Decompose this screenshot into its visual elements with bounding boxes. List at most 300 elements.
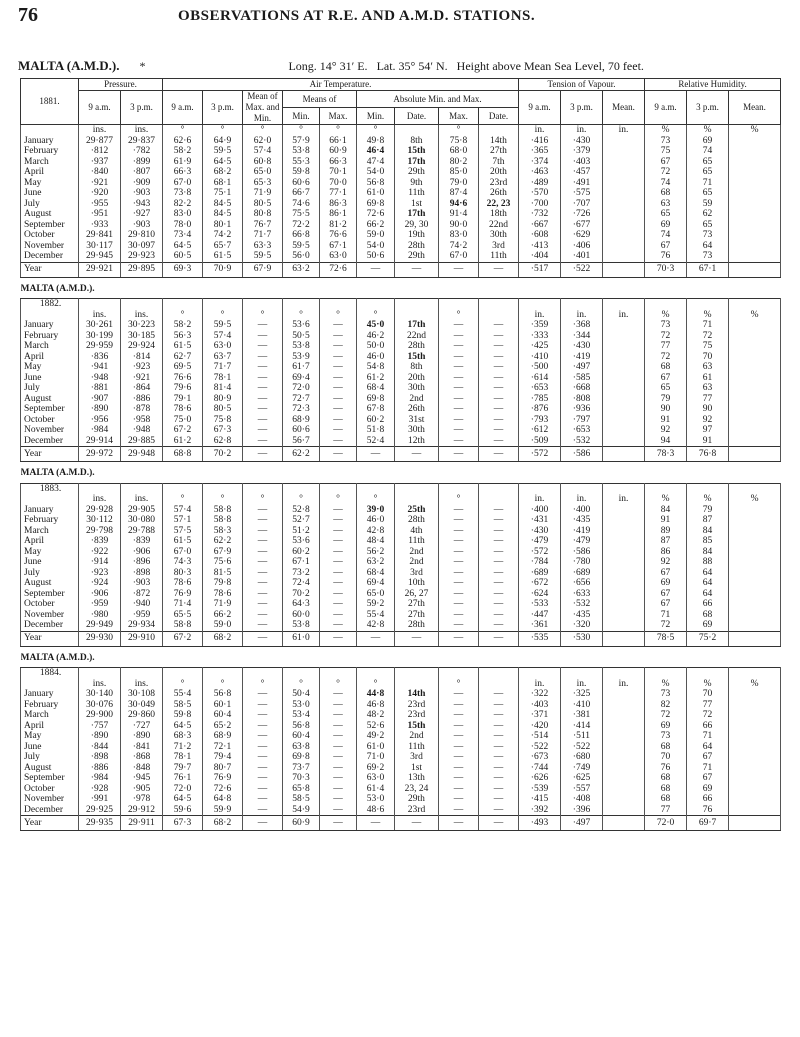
value-cell: 59·5 <box>283 241 320 252</box>
year-value: — <box>243 816 283 831</box>
unit-label: ° <box>203 125 243 136</box>
value-cell: ·420 <box>519 721 561 732</box>
value-cell <box>729 415 781 426</box>
page-number: 76 <box>18 4 38 26</box>
data-table <box>20 78 781 831</box>
value-cell: ·653 <box>561 425 603 436</box>
value-cell: 80·8 <box>243 209 283 220</box>
unit-label: ° <box>357 679 395 690</box>
value-cell <box>729 515 781 526</box>
value-cell: 28th <box>395 515 439 526</box>
year-value <box>603 631 645 646</box>
value-cell: 12th <box>395 436 439 447</box>
value-cell: 13th <box>395 773 439 784</box>
value-cell: — <box>243 373 283 384</box>
value-cell <box>729 383 781 394</box>
value-cell: 52·8 <box>283 505 320 516</box>
value-cell: ·886 <box>121 394 163 405</box>
value-cell: — <box>439 352 479 363</box>
value-cell: 70·2 <box>283 589 320 600</box>
vapour-mean: Mean. <box>603 91 645 125</box>
value-cell: 71 <box>687 731 729 742</box>
value-cell: — <box>439 404 479 415</box>
year-value: — <box>395 816 439 831</box>
year-value: — <box>439 816 479 831</box>
observation-tables <box>20 78 780 831</box>
month-cell: January <box>21 320 79 331</box>
year-value: 29·910 <box>121 631 163 646</box>
value-cell: ·784 <box>519 557 561 568</box>
month-cell: November <box>21 241 79 252</box>
value-cell: 11th <box>395 536 439 547</box>
value-cell: — <box>243 721 283 732</box>
value-cell: — <box>243 352 283 363</box>
temp-9am: 9 a.m. <box>163 91 203 125</box>
value-cell: — <box>243 331 283 342</box>
value-cell: 75·1 <box>203 188 243 199</box>
value-cell <box>729 157 781 168</box>
value-cell: ·921 <box>121 373 163 384</box>
value-cell: — <box>479 536 519 547</box>
value-cell: 65 <box>687 167 729 178</box>
value-cell <box>729 589 781 600</box>
value-cell: 53·4 <box>283 710 320 721</box>
value-cell: ·463 <box>519 167 561 178</box>
value-cell: 56·8 <box>357 178 395 189</box>
unit-label: ° <box>357 494 395 505</box>
value-cell: 52·4 <box>357 436 395 447</box>
value-cell: 79 <box>687 505 729 516</box>
value-cell: ·945 <box>121 773 163 784</box>
value-cell: 54·9 <box>283 805 320 816</box>
value-cell: — <box>320 752 357 763</box>
value-cell: 59·6 <box>163 805 203 816</box>
value-cell <box>603 689 645 700</box>
value-cell: — <box>320 620 357 631</box>
value-cell: 55·3 <box>283 157 320 168</box>
value-cell: ·403 <box>561 157 603 168</box>
pressure-header: Pressure. <box>79 79 163 91</box>
month-cell: August <box>21 763 79 774</box>
value-cell: 86·1 <box>320 209 357 220</box>
value-cell: 51·2 <box>283 526 320 537</box>
value-cell: ·414 <box>561 721 603 732</box>
value-cell: 60·9 <box>320 146 357 157</box>
value-cell: 15th <box>395 721 439 732</box>
value-cell: — <box>243 415 283 426</box>
value-cell: ·923 <box>121 362 163 373</box>
value-cell: 68 <box>645 742 687 753</box>
value-cell: — <box>243 547 283 558</box>
unit-label: in. <box>603 679 645 690</box>
value-cell: ·984 <box>79 773 121 784</box>
value-cell <box>729 167 781 178</box>
value-cell: 19th <box>395 230 439 241</box>
value-cell: — <box>320 700 357 711</box>
value-cell: ·539 <box>519 784 561 795</box>
month-cell: September <box>21 589 79 600</box>
value-cell: 29th <box>395 251 439 262</box>
value-cell: 68 <box>645 362 687 373</box>
month-cell: September <box>21 220 79 231</box>
value-cell: ·797 <box>561 415 603 426</box>
value-cell: — <box>479 436 519 447</box>
value-cell: 61·5 <box>163 536 203 547</box>
value-cell: 26, 27 <box>395 589 439 600</box>
value-cell: 50·5 <box>283 331 320 342</box>
value-cell: 42·8 <box>357 620 395 631</box>
value-cell: 61·2 <box>163 436 203 447</box>
value-cell <box>729 578 781 589</box>
unit-label: in. <box>519 310 561 321</box>
table-row <box>21 415 781 426</box>
value-cell: 76 <box>687 805 729 816</box>
value-cell <box>603 794 645 805</box>
value-cell: ·785 <box>519 394 561 405</box>
value-cell <box>603 341 645 352</box>
value-cell: 57·9 <box>283 136 320 147</box>
value-cell: ·457 <box>561 167 603 178</box>
month-cell: March <box>21 341 79 352</box>
value-cell: — <box>320 373 357 384</box>
value-cell: 81·5 <box>203 568 243 579</box>
value-cell: 61·0 <box>357 188 395 199</box>
value-cell: 72 <box>687 331 729 342</box>
value-cell <box>729 404 781 415</box>
value-cell: ·570 <box>519 188 561 199</box>
value-cell: 77 <box>687 394 729 405</box>
value-cell: — <box>320 794 357 805</box>
unit-label: ° <box>439 310 479 321</box>
value-cell: 65·0 <box>357 589 395 600</box>
value-cell: 71·9 <box>203 599 243 610</box>
value-cell: 72 <box>645 331 687 342</box>
value-cell <box>729 700 781 711</box>
value-cell: 42·8 <box>357 526 395 537</box>
means-min: Min. <box>283 108 320 125</box>
value-cell: 78·0 <box>163 220 203 231</box>
table-row <box>21 425 781 436</box>
value-cell <box>603 578 645 589</box>
value-cell: 71·2 <box>163 742 203 753</box>
year-value: 69·7 <box>687 816 729 831</box>
value-cell: — <box>243 526 283 537</box>
value-cell: — <box>320 557 357 568</box>
year-value: ·493 <box>519 816 561 831</box>
value-cell: 71·9 <box>243 188 283 199</box>
value-cell: 63 <box>687 362 729 373</box>
value-cell: 30·108 <box>121 689 163 700</box>
value-cell: 69·2 <box>357 763 395 774</box>
value-cell: 72 <box>687 710 729 721</box>
table-row <box>21 178 781 189</box>
value-cell: — <box>320 536 357 547</box>
value-cell: — <box>320 436 357 447</box>
value-cell: 65 <box>645 209 687 220</box>
value-cell: — <box>320 710 357 721</box>
value-cell <box>603 536 645 547</box>
value-cell: 53·9 <box>283 352 320 363</box>
humidity-header: Relative Humidity. <box>645 79 781 91</box>
value-cell: — <box>320 320 357 331</box>
unit-label <box>479 310 519 321</box>
value-cell: — <box>479 352 519 363</box>
value-cell: 57·1 <box>163 515 203 526</box>
value-cell: 69 <box>687 784 729 795</box>
value-cell: ·959 <box>79 599 121 610</box>
value-cell: 69·5 <box>163 362 203 373</box>
table-row <box>21 599 781 610</box>
year-value: ·497 <box>561 816 603 831</box>
table-row <box>21 752 781 763</box>
value-cell: 94·6 <box>439 199 479 210</box>
value-cell: 67 <box>645 589 687 600</box>
value-cell: ·430 <box>561 136 603 147</box>
value-cell: — <box>243 742 283 753</box>
year-value <box>729 816 781 831</box>
year-value: — <box>243 447 283 462</box>
value-cell: ·844 <box>79 742 121 753</box>
value-cell <box>729 188 781 199</box>
value-cell: 84 <box>645 505 687 516</box>
value-cell: 10th <box>395 578 439 589</box>
value-cell: 64 <box>687 589 729 600</box>
value-cell: 53·8 <box>283 620 320 631</box>
value-cell: 4th <box>395 526 439 537</box>
air-temp-header: Air Temperature. <box>163 79 519 91</box>
unit-label: % <box>645 310 687 321</box>
value-cell: ·921 <box>79 178 121 189</box>
value-cell <box>729 373 781 384</box>
value-cell: — <box>243 536 283 547</box>
value-cell: 62·0 <box>243 136 283 147</box>
month-cell: June <box>21 188 79 199</box>
value-cell: 64·5 <box>163 794 203 805</box>
value-cell <box>603 178 645 189</box>
year-value: — <box>479 447 519 462</box>
value-cell: ·890 <box>79 404 121 415</box>
table-row <box>21 578 781 589</box>
year-value: 29·948 <box>121 447 163 462</box>
value-cell: 68·9 <box>283 415 320 426</box>
value-cell: ·836 <box>79 352 121 363</box>
value-cell: 29·923 <box>121 251 163 262</box>
value-cell: 64·3 <box>283 599 320 610</box>
section-label: MALTA (A.M.D.). <box>20 283 95 294</box>
value-cell: 67 <box>645 599 687 610</box>
value-cell: 28th <box>395 341 439 352</box>
value-cell: 65 <box>645 383 687 394</box>
year-value: ·530 <box>561 631 603 646</box>
vapour-9am: 9 a.m. <box>519 91 561 125</box>
month-cell: April <box>21 352 79 363</box>
value-cell: 2nd <box>395 557 439 568</box>
month-cell: March <box>21 710 79 721</box>
table-row <box>21 620 781 631</box>
value-cell <box>603 373 645 384</box>
value-cell: 72·6 <box>357 209 395 220</box>
value-cell: 20th <box>395 373 439 384</box>
value-cell: 46·4 <box>357 146 395 157</box>
year-value: — <box>479 262 519 277</box>
year-value: 29·935 <box>79 816 121 831</box>
value-cell: ·689 <box>519 568 561 579</box>
table-body <box>21 125 781 831</box>
value-cell: ·374 <box>519 157 561 168</box>
value-cell: — <box>243 557 283 568</box>
value-cell: 71·7 <box>243 230 283 241</box>
value-cell: 8th <box>395 136 439 147</box>
value-cell: 29th <box>395 167 439 178</box>
month-cell: February <box>21 700 79 711</box>
value-cell: ·914 <box>79 557 121 568</box>
value-cell: ·419 <box>561 352 603 363</box>
value-cell <box>729 394 781 405</box>
value-cell: 20th <box>479 167 519 178</box>
table-row <box>21 710 781 721</box>
value-cell: 30th <box>479 230 519 241</box>
value-cell: ·903 <box>121 220 163 231</box>
value-cell: — <box>479 404 519 415</box>
year-label: Year <box>21 262 79 277</box>
year-value: — <box>439 631 479 646</box>
value-cell: ·410 <box>519 352 561 363</box>
value-cell: ·425 <box>519 341 561 352</box>
value-cell: 59·0 <box>203 620 243 631</box>
unit-label: ins. <box>121 125 163 136</box>
value-cell: — <box>439 320 479 331</box>
value-cell: 73·7 <box>283 763 320 774</box>
value-cell: ·408 <box>561 794 603 805</box>
page-title: OBSERVATIONS AT R.E. AND A.M.D. STATIONS. <box>178 8 536 24</box>
value-cell: 61·2 <box>357 373 395 384</box>
value-cell <box>729 773 781 784</box>
value-cell <box>603 436 645 447</box>
value-cell <box>603 220 645 231</box>
vapour-3pm: 3 p.m. <box>561 91 603 125</box>
value-cell: 60·5 <box>163 251 203 262</box>
value-cell: 62 <box>687 209 729 220</box>
value-cell: — <box>243 689 283 700</box>
value-cell: 67·0 <box>439 251 479 262</box>
value-cell: ·956 <box>79 415 121 426</box>
value-cell: 59 <box>687 199 729 210</box>
month-cell: March <box>21 157 79 168</box>
value-cell: 65·8 <box>283 784 320 795</box>
unit-label: ° <box>203 310 243 321</box>
value-cell: 75 <box>645 146 687 157</box>
month-cell: September <box>21 404 79 415</box>
unit-label: ° <box>283 125 320 136</box>
unit-label: ° <box>283 679 320 690</box>
value-cell: 68·3 <box>163 731 203 742</box>
year-value: ·535 <box>519 631 561 646</box>
value-cell: ·322 <box>519 689 561 700</box>
unit-label: ° <box>163 679 203 690</box>
value-cell: 63·0 <box>203 341 243 352</box>
value-cell: 74 <box>645 230 687 241</box>
month-cell: March <box>21 526 79 537</box>
value-cell: 60·1 <box>203 700 243 711</box>
value-cell <box>729 251 781 262</box>
value-cell: — <box>320 589 357 600</box>
value-cell: 74·2 <box>439 241 479 252</box>
value-cell: ·368 <box>561 320 603 331</box>
value-cell: 30·199 <box>79 331 121 342</box>
value-cell: — <box>439 362 479 373</box>
value-cell: 72·0 <box>163 784 203 795</box>
value-cell: 56·2 <box>357 547 395 558</box>
value-cell <box>729 620 781 631</box>
section-year: 1883. <box>21 483 79 494</box>
value-cell: 75·8 <box>439 136 479 147</box>
temp-3pm: 3 p.m. <box>203 91 243 125</box>
value-cell: ·872 <box>121 589 163 600</box>
value-cell: 62·8 <box>203 436 243 447</box>
table-row <box>21 251 781 262</box>
value-cell: 46·0 <box>357 515 395 526</box>
value-cell: 68·4 <box>357 568 395 579</box>
value-cell: — <box>479 331 519 342</box>
value-cell: ·814 <box>121 352 163 363</box>
value-cell: 29, 30 <box>395 220 439 231</box>
value-cell: — <box>320 415 357 426</box>
value-cell <box>729 436 781 447</box>
value-cell: — <box>320 394 357 405</box>
value-cell: 15th <box>395 352 439 363</box>
value-cell: 90 <box>687 404 729 415</box>
value-cell: ·937 <box>79 157 121 168</box>
value-cell: — <box>479 320 519 331</box>
value-cell: ·532 <box>561 599 603 610</box>
unit-label: in. <box>519 125 561 136</box>
value-cell: 11th <box>395 188 439 199</box>
unit-label <box>395 125 439 136</box>
value-cell: — <box>479 394 519 405</box>
value-cell: 66 <box>687 599 729 610</box>
value-cell: ·890 <box>121 731 163 742</box>
value-cell <box>729 763 781 774</box>
value-cell: 80·7 <box>203 763 243 774</box>
value-cell: 48·4 <box>357 536 395 547</box>
value-cell: ·955 <box>79 199 121 210</box>
value-cell <box>729 568 781 579</box>
value-cell: 23rd <box>395 700 439 711</box>
value-cell: ·749 <box>561 763 603 774</box>
value-cell: 64·5 <box>203 157 243 168</box>
value-cell: 57·5 <box>163 526 203 537</box>
value-cell: ·430 <box>561 341 603 352</box>
table-row <box>21 784 781 795</box>
table-row <box>21 515 781 526</box>
value-cell: 73·4 <box>163 230 203 241</box>
value-cell: 92 <box>687 415 729 426</box>
value-cell: 23rd <box>395 710 439 721</box>
table-row <box>21 526 781 537</box>
month-cell: December <box>21 251 79 262</box>
pressure-9am: 9 a.m. <box>79 91 121 125</box>
value-cell: 2nd <box>395 731 439 742</box>
value-cell: 65 <box>687 188 729 199</box>
value-cell: 68 <box>687 610 729 621</box>
value-cell: 72·0 <box>283 383 320 394</box>
value-cell: 22nd <box>479 220 519 231</box>
unit-label: in. <box>561 679 603 690</box>
table-row <box>21 241 781 252</box>
value-cell: 68·2 <box>203 167 243 178</box>
value-cell: 69·8 <box>283 752 320 763</box>
value-cell: ·557 <box>561 784 603 795</box>
